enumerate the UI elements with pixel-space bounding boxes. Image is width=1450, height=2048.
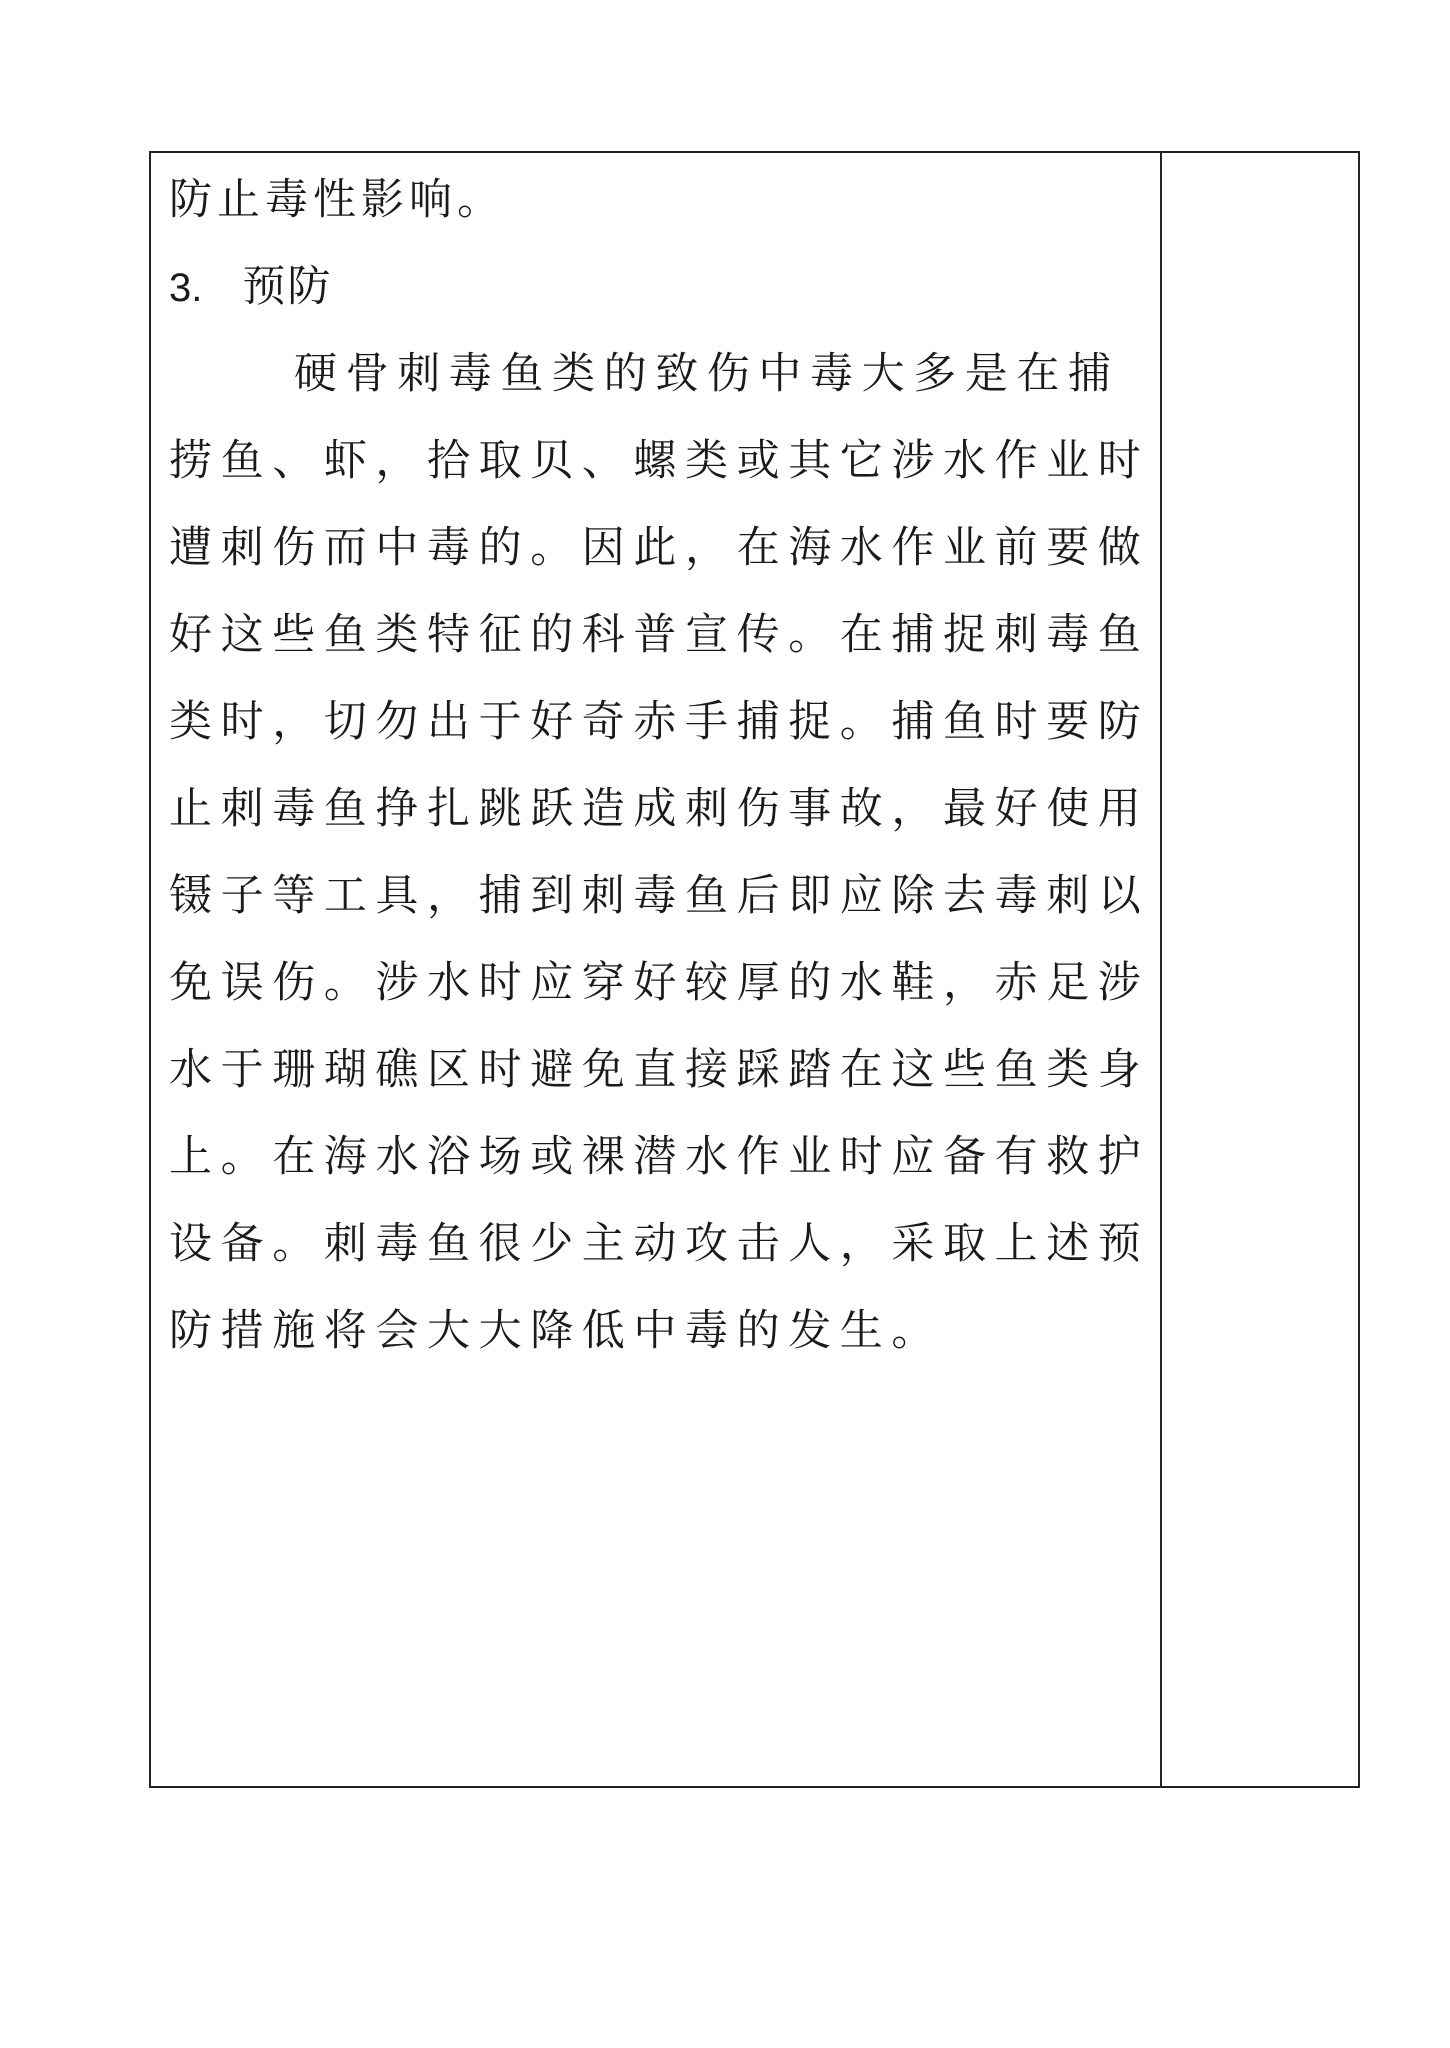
paragraph-line: 镊子等工具，捕到刺毒鱼后即应除去毒刺以: [169, 871, 1150, 921]
paragraph-line: 捞鱼、虾，拾取贝、螺类或其它涉水作业时: [169, 436, 1150, 486]
paragraph-line: 免误伤。涉水时应穿好较厚的水鞋，赤足涉: [169, 958, 1150, 1008]
paragraph-line: 类时，切勿出于好奇赤手捕捉。捕鱼时要防: [169, 697, 1150, 747]
continuation-line: 防止毒性影响。: [169, 175, 505, 225]
paragraph-line: 遭刺伤而中毒的。因此，在海水作业前要做: [169, 523, 1150, 573]
section-title: 预防: [242, 262, 333, 312]
paragraph-line: [169, 344, 1144, 431]
paragraph-line: 水于珊瑚礁区时避免直接踩踏在这些鱼类身: [169, 1045, 1150, 1095]
section-number: 3.: [169, 266, 203, 310]
document-table: [149, 151, 1360, 1788]
paragraph-line-text: 硬骨刺毒鱼类的致伤中毒大多是在捕: [294, 349, 1120, 399]
column-divider: [1160, 153, 1162, 1786]
paragraph-line: 上。在海水浴场或裸潜水作业时应备有救护: [169, 1132, 1150, 1182]
paragraph-line: 止刺毒鱼挣扎跳跃造成刺伤事故，最好使用: [169, 784, 1150, 834]
paragraph-line: 设备。刺毒鱼很少主动攻击人，采取上述预: [169, 1219, 1150, 1269]
paragraph-line: 防措施将会大大降低中毒的发生。: [169, 1306, 943, 1356]
paragraph-line: 好这些鱼类特征的科普宣传。在捕捉刺毒鱼: [169, 610, 1150, 660]
main-content-cell: [169, 170, 1150, 1388]
section-heading: [169, 257, 1144, 344]
